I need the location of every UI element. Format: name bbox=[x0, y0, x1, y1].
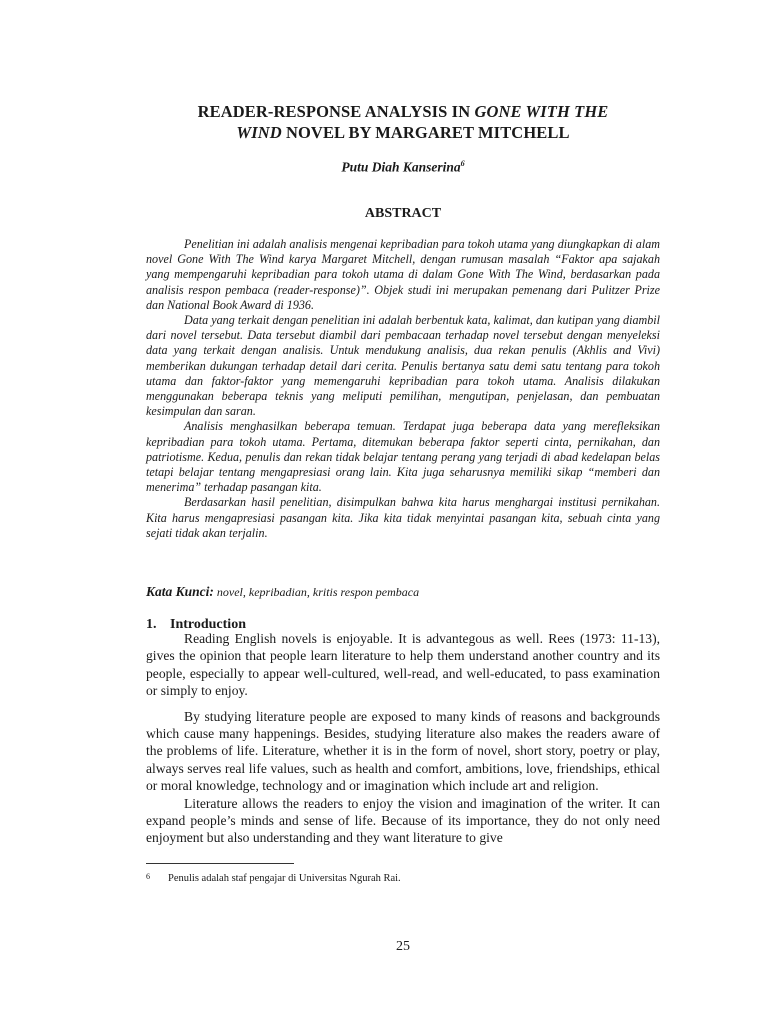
abstract-body bbox=[146, 237, 660, 541]
paper-title bbox=[100, 101, 706, 143]
abstract-paragraph: Penelitian ini adalah analisis mengenai kepribadian para tokoh utama yang diungkapkan di alam novel Gone With The Wind karya Margaret Mitchell, dengan rumusan masalah “Faktor apa sajakah yang mempengaruhi kepribadian para tokoh utama di dalam Gone With The Wind, berdasarkan pada analisis respon pembaca (reader-response)”. Objek studi ini merupakan pemenang dari Pulitzer Prize dan National Book Award di 1936. bbox=[146, 237, 660, 312]
body-paragraph: Literature allows the readers to enjoy the vision and imagination of the writer. It can expand people’s minds and sense of life. Because of its importance, they do not only need enjoyment but also understanding and they want literature to give bbox=[146, 795, 660, 846]
abstract-paragraph: Data yang terkait dengan penelitian ini adalah berbentuk kata, kalimat, dan kutipan yang diambil dari novel tersebut. Data tersebut diambil dari pembacaan terhadap novel tersebut dengan menyeleksi data yang terkait dengan analisis. Untuk mendukung analisis, dua rekan penulis (Akhlis and Vivi) memberikan dukungan terhadap detail dari cerita. Penulis bertanya satu demi satu tentang para tokoh utama dan faktor-faktor yang memengaruhi kepribadian para tokoh utama. Analisis dilakukan menggunakan beberapa teknis yang meliputi pemilihan, mengutipan, penjelasan, dan pembuatan kesimpulan dan saran. bbox=[146, 313, 660, 419]
introduction-body bbox=[146, 630, 660, 847]
title-line1-text: READER-RESPONSE ANALYSIS IN bbox=[197, 102, 475, 121]
page-number: 25 bbox=[396, 939, 410, 954]
keywords-line bbox=[146, 584, 660, 600]
footnote-divider bbox=[146, 863, 294, 864]
title-line1-italic: GONE WITH THE bbox=[474, 102, 609, 121]
body-paragraph: Reading English novels is enjoyable. It is advantegous as well. Rees (1973: 11-13), gives the opinion that people learn literature to help them understand another country and its people, especially to appear well-cultured, well-read, and well-educated, to pass examination or simply to enjoy. bbox=[146, 631, 660, 699]
footnote-text: Penulis adalah staf pengajar di Universitas Ngurah Rai. bbox=[168, 873, 401, 884]
author-name: Putu Diah Kanserina bbox=[341, 159, 461, 175]
abstract-paragraph: Analisis menghasilkan beberapa temuan. Terdapat juga beberapa data yang merefleksikan kepribadian para tokoh utama. Pertama, ditemukan beberapa faktor seperti cinta, pernikahan, dan patriotisme. Kedua, penulis dan rekan tidak belajar tentang perang yang terjadi di abad kedelapan belas tetapi belajar tentang mengapresiasi orang lain. Kita juga seharusnya memiliki sikap “memberi dan menerima” terhadap pasangan kita. bbox=[146, 419, 660, 495]
author-line bbox=[100, 159, 706, 176]
abstract-heading: ABSTRACT bbox=[364, 206, 442, 221]
footnote bbox=[146, 872, 660, 884]
section-number: 1. bbox=[146, 617, 157, 632]
body-paragraph: By studying literature people are exposed to many kinds of reasons and backgrounds which cause many happenings. Besides, studying literature also makes the readers aware of the problems of life. Literature, whether it is in the form of novel, short story, poetry or play, always serves real life values, such as health and comfort, ambitions, love, friendships, ethical or moral knowledge, technology and or imagination which include art and religion. bbox=[146, 708, 660, 794]
keywords-label: Kata Kunci: bbox=[146, 584, 214, 599]
section-title: Introduction bbox=[170, 617, 246, 632]
abstract-paragraph: Berdasarkan hasil penelitian, disimpulkan bahwa kita harus menghargai institusi pernikahan. Kita harus mengapresiasi pasangan kita. Jika kita tidak menyintai pasangan kita, sebuah cinta yang sejati tidak akan terjalin. bbox=[146, 495, 660, 540]
title-line2-italic: WIND bbox=[236, 123, 282, 142]
footnote-mark: 6 bbox=[146, 872, 150, 881]
author-footnote-mark: 6 bbox=[460, 159, 465, 168]
keywords-text: novel, kepribadian, kritis respon pembaca bbox=[213, 585, 420, 599]
title-line2-text: NOVEL BY MARGARET MITCHELL bbox=[281, 123, 570, 142]
